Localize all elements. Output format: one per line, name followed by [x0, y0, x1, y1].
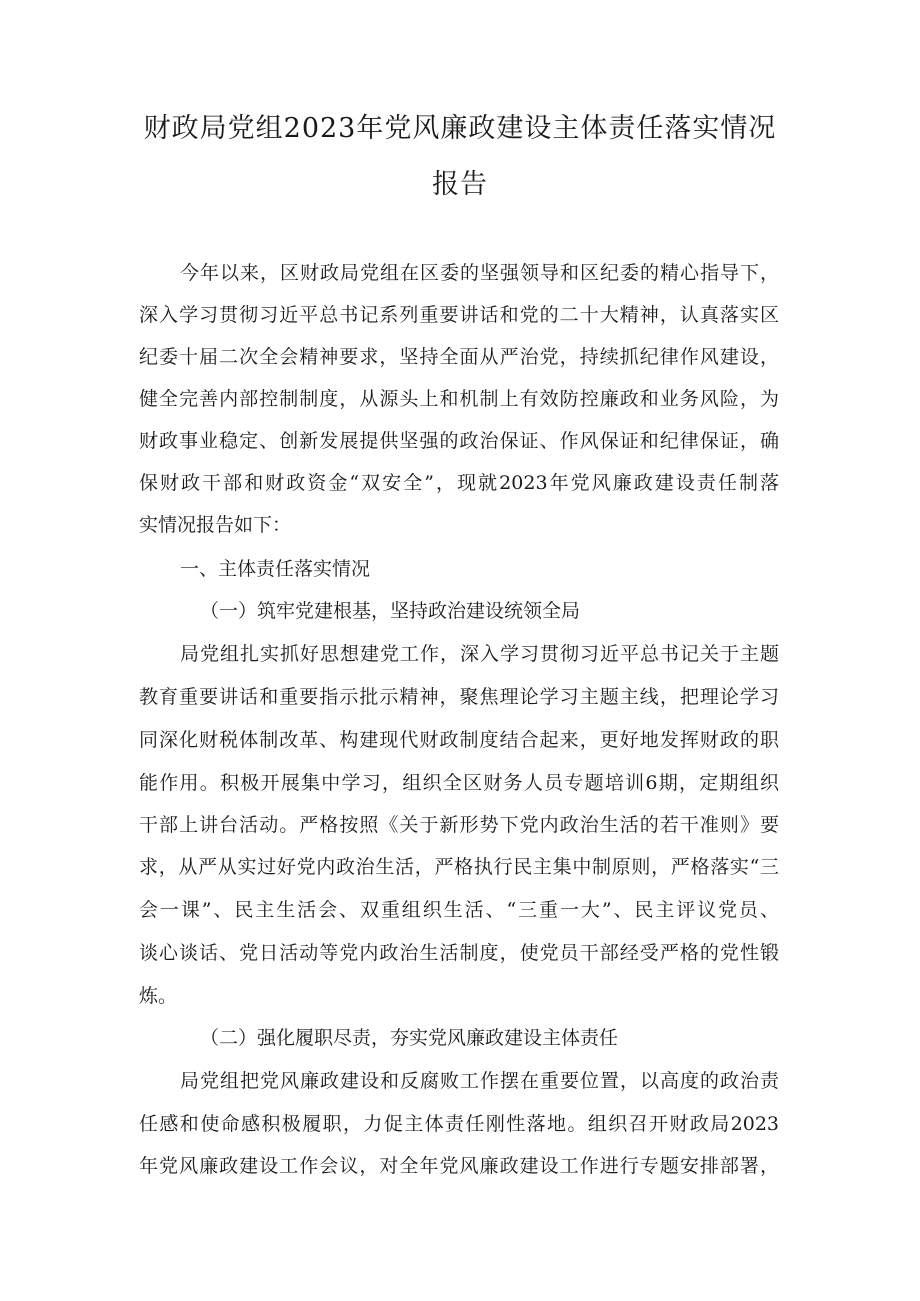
section-heading: 一、主体责任落实情况 [180, 558, 371, 580]
paragraph-line: 局党组把党风廉政建设和反腐败工作摆在重要位置，以高度的政治责 [180, 1070, 779, 1092]
paragraph-line: 任感和使命感积极履职，力促主体责任刚性落地。组织召开财政局2023 [139, 1113, 779, 1135]
paragraph-line: 保财政干部和财政资金“双安全”，现就2023年党风廉政建设责任制落 [139, 472, 779, 494]
paragraph-line: 实情况报告如下： [139, 514, 292, 536]
paragraph-line: 今年以来，区财政局党组在区委的坚强领导和区纪委的精心指导下， [180, 262, 779, 284]
paragraph-line: 深入学习贯彻习近平总书记系列重要讲话和党的二十大精神，认真落实区 [139, 304, 779, 326]
document-title-line1: 财政局党组2023年党风廉政建设主体责任落实情况 [143, 113, 777, 144]
paragraph-line: 干部上讲台活动。严格按照《关于新形势下党内政治生活的若干准则》要 [139, 814, 779, 836]
paragraph-line: 求，从严从实过好党内政治生活，严格执行民主集中制原则，严格落实“三 [139, 856, 779, 878]
paragraph-line: 同深化财税体制改革、构建现代财政制度结合起来，更好地发挥财政的职 [139, 729, 779, 751]
subsection-heading: （一）筑牢党建根基，坚持政治建设统领全局 [200, 600, 581, 622]
paragraph-line: 纪委十届二次全会精神要求，坚持全面从严治党，持续抓纪律作风建设， [139, 346, 779, 368]
paragraph-line: 会一课”、民主生活会、双重组织生活、“三重一大”、民主评议党员、 [139, 899, 779, 921]
paragraph-line: 健全完善内部控制制度，从源头上和机制上有效防控廉政和业务风险，为 [139, 388, 779, 410]
paragraph-line: 局党组扎实抓好思想建党工作，深入学习贯彻习近平总书记关于主题 [180, 643, 779, 665]
paragraph-line: 财政事业稳定、创新发展提供坚强的政治保证、作风保证和纪律保证，确 [139, 430, 779, 452]
paragraph-line: 年党风廉政建设工作会议，对全年党风廉政建设工作进行专题安排部署， [139, 1155, 779, 1177]
paragraph-line: 能作用。积极开展集中学习，组织全区财务人员专题培训6期，定期组织 [139, 772, 779, 794]
subsection-heading: （二）强化履职尽责，夯实党风廉政建设主体责任 [200, 1027, 619, 1049]
paragraph-line: 炼。 [139, 985, 178, 1007]
document-title-line2: 报告 [432, 169, 488, 200]
paragraph-line: 教育重要讲话和重要指示批示精神，聚焦理论学习主题主线，把理论学习 [139, 686, 779, 708]
paragraph-line: 谈心谈话、党日活动等党内政治生活制度，使党员干部经受严格的党性锻 [139, 942, 779, 964]
